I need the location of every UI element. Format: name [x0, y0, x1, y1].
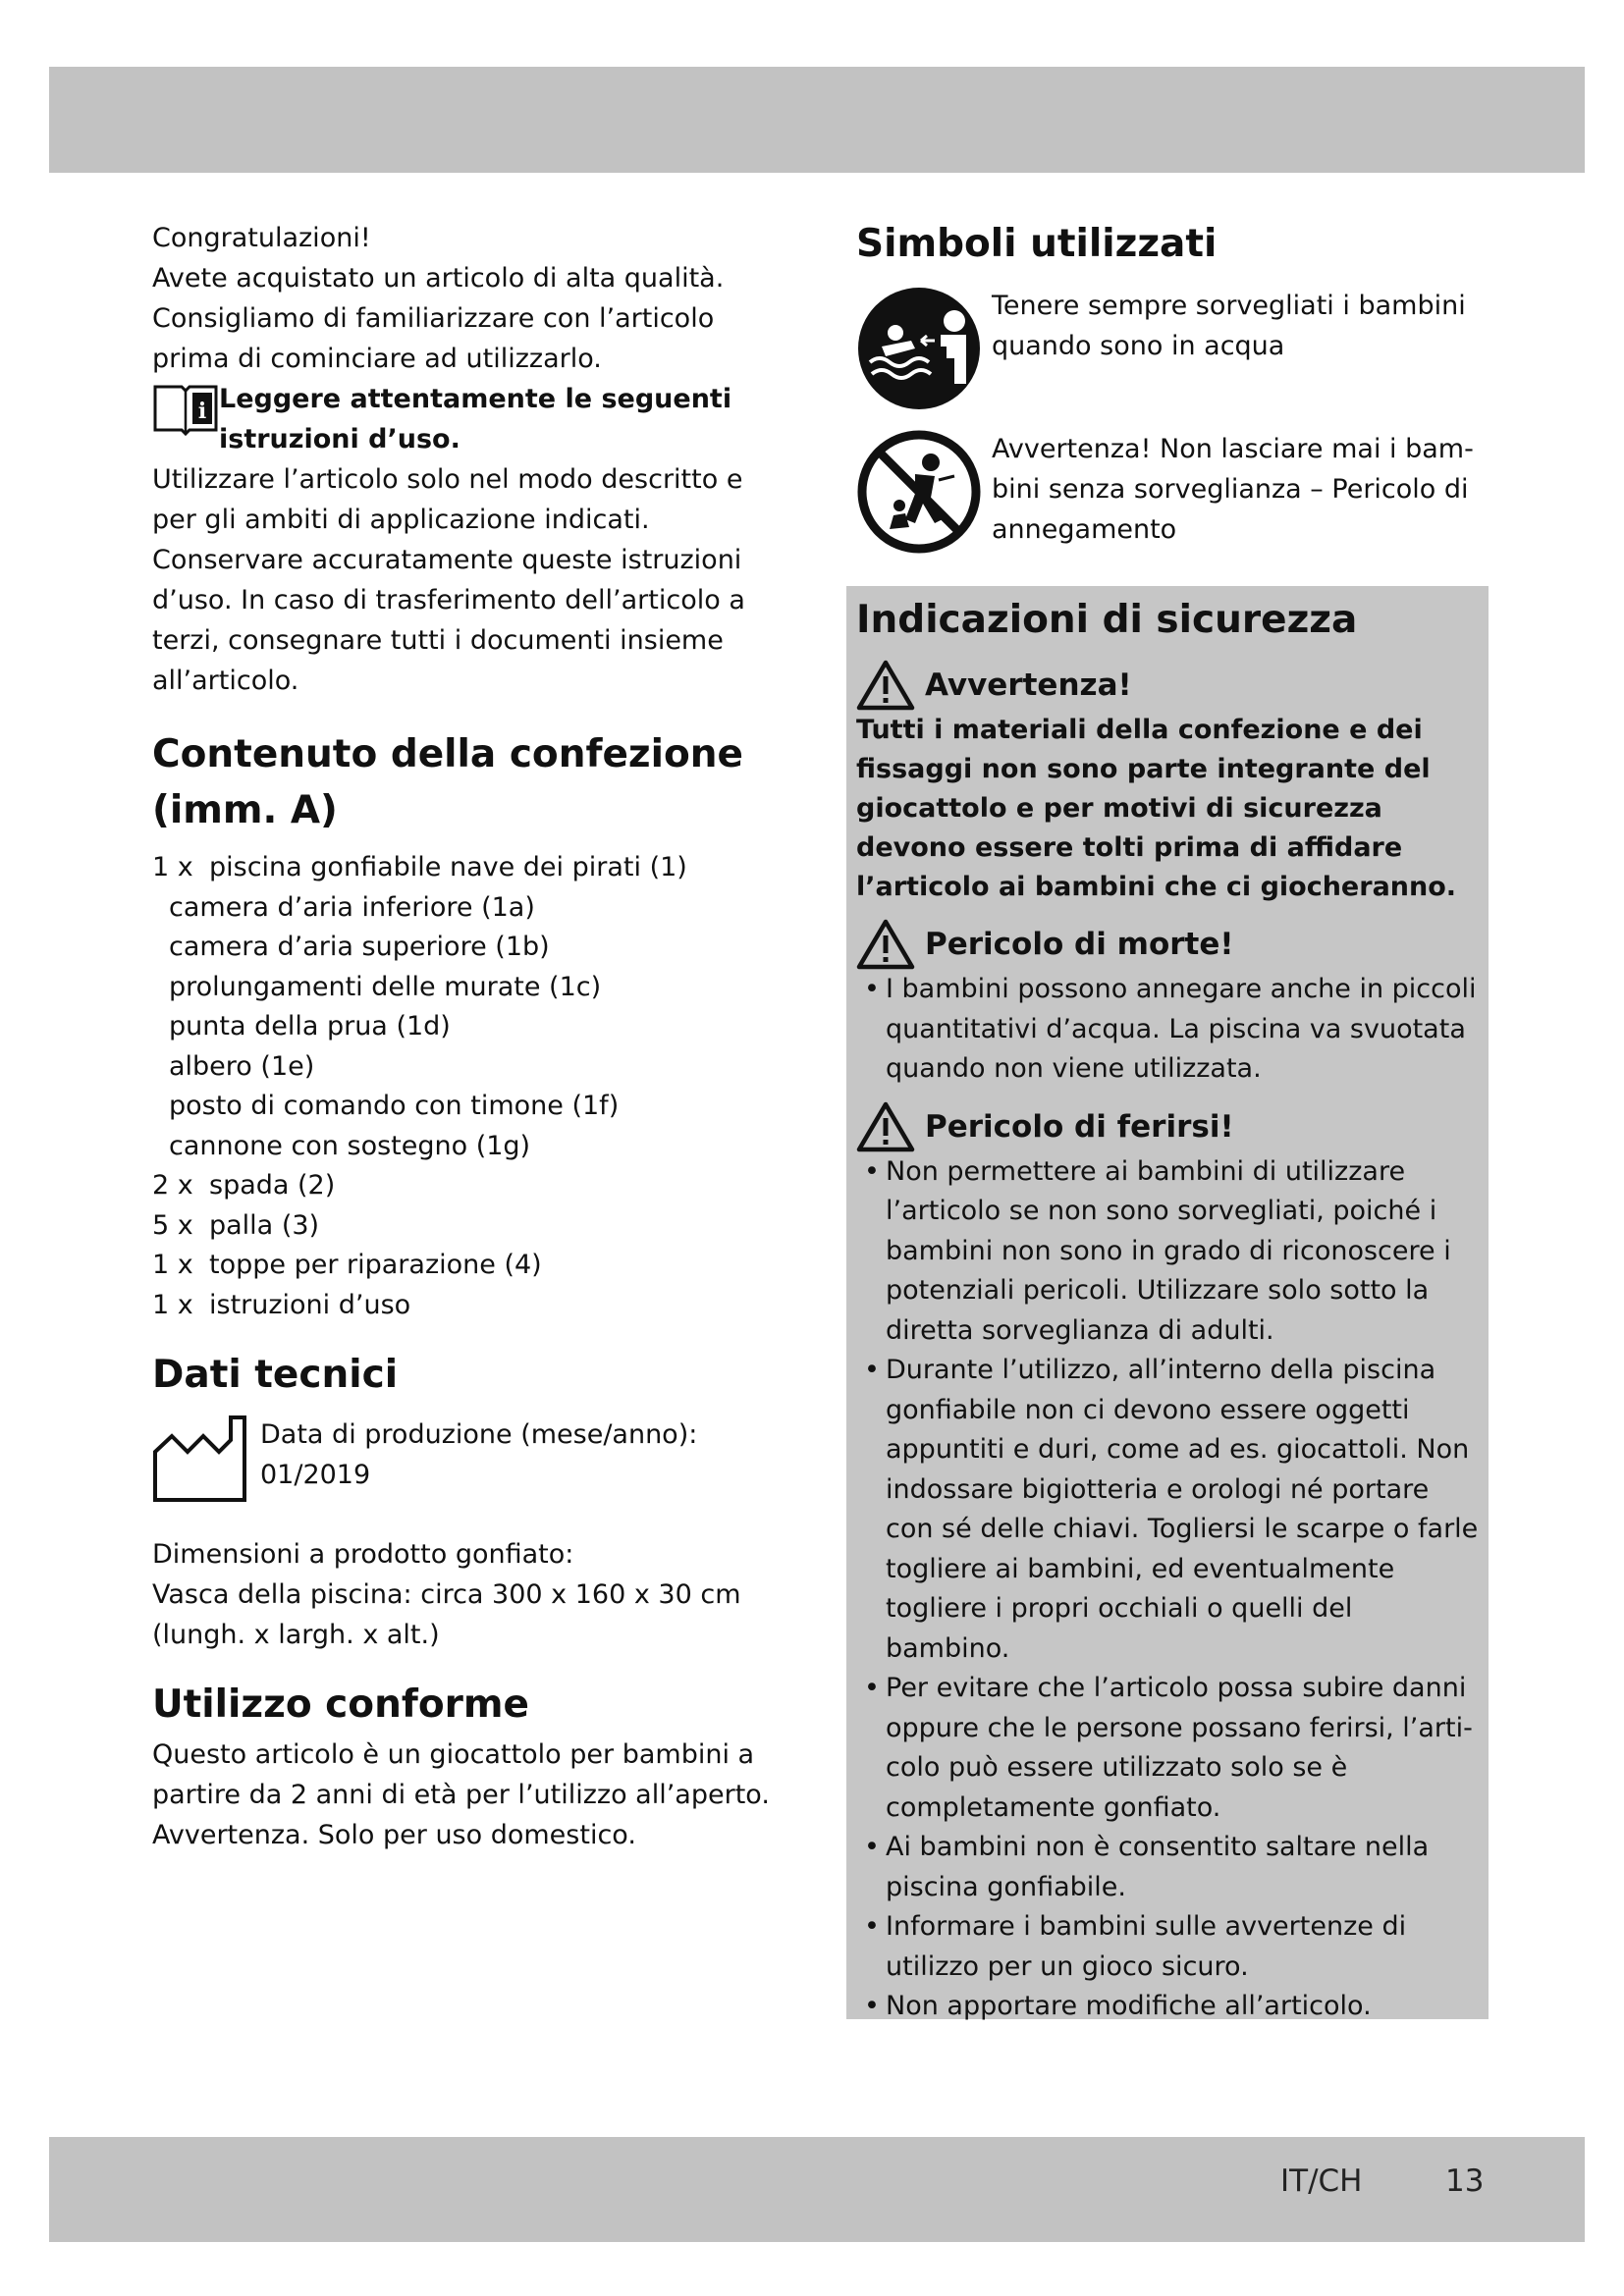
- death-danger-label: Pericolo di morte!: [925, 927, 1234, 962]
- list-item: albero (1e): [169, 1050, 315, 1082]
- symbol-text: Avvertenza! Non lasciare mai i bam-: [992, 434, 1474, 464]
- dims-label: Dimensioni a prodotto gonfiato:: [152, 1539, 574, 1570]
- left-column: [152, 218, 781, 1855]
- symbols-heading: Simboli utilizzati: [856, 222, 1218, 266]
- header-band: [49, 67, 1585, 173]
- supervise-children-icon: [856, 286, 982, 411]
- symbol-row: [856, 286, 1485, 411]
- symbol-text: quando sono in acqua: [992, 331, 1285, 361]
- list-item: 1 x istruzioni d’uso: [152, 1289, 411, 1320]
- intro-line: Avete acquistato un articolo di alta qualità.: [152, 263, 725, 294]
- intended-use-heading: Utilizzo conforme: [152, 1682, 529, 1727]
- contents-heading: (imm. A): [152, 788, 338, 832]
- list-item: • Non permettere ai bambini di utilizzare l’articolo se non sono sorvegliati, poiché i bambini non sono in grado di riconoscere i potenziali pericoli. Utilizzare solo sotto la diretta sorveglianza di adulti.: [856, 1152, 1483, 1352]
- list-item: cannone con sostegno (1g): [169, 1130, 531, 1161]
- list-item: • Durante l’utilizzo, all’interno della piscina gonfiabile non ci devono essere oggetti appuntiti e duri, come ad es. giocattoli. Non indossare bigiotteria e orologi né portare con sé delle chiavi. Togliersi le scarpe o farle togliere ai bambini, ed eventualmente togliere i propri occhiali o quelli del bambino.: [856, 1351, 1483, 1669]
- list-item: 2 x spada (2): [152, 1170, 336, 1201]
- dims-line: Vasca della piscina: circa 300 x 160 x 30 cm: [152, 1579, 741, 1610]
- list-item: • I bambini possono annegare anche in piccoli quantitativi d’acqua. La piscina va svuotata quando non viene utilizzata.: [856, 970, 1483, 1090]
- list-item: 1 x piscina gonfiabile nave dei pirati (1): [152, 852, 687, 882]
- symbol-text: bini senza sorveglianza – Pericolo di: [992, 474, 1469, 505]
- list-item: • Per evitare che l’articolo possa subire danni oppure che le persone possano ferirsi, l’articolo può essere utilizzato solo se è completamente gonfiato.: [856, 1669, 1483, 1828]
- list-item: camera d’aria inferiore (1a): [169, 891, 535, 923]
- list-item: • Informare i bambini sulle avvertenze di utilizzo per un gioco sicuro.: [856, 1907, 1483, 1987]
- usage-paragraph: Utilizzare l’articolo solo nel modo descritto e per gli ambiti di applicazione indicati. Conservare accuratamente queste istruzioni d’uso. In caso di trasferimento dell’articolo a terzi, consegnare tutti i documenti insieme all’articolo.: [152, 464, 745, 696]
- safety-heading: Indicazioni di sicurezza: [856, 598, 1358, 642]
- symbol-text: Tenere sempre sorvegliati i bambini: [992, 291, 1466, 321]
- list-item: punta della prua (1d): [169, 1011, 451, 1041]
- read-instructions-note: [152, 379, 781, 459]
- list-item: 5 x palla (3): [152, 1209, 320, 1241]
- death-danger-list: [856, 970, 1483, 1090]
- production-label: Data di produzione (mese/anno):: [260, 1419, 698, 1450]
- injury-danger-label: Pericolo di ferirsi!: [925, 1108, 1234, 1145]
- intended-use-text: Questo articolo è un giocattolo per bambini a partire da 2 anni di età per l’utilizzo all’aperto. Avvertenza. Solo per uso domestico.: [152, 1739, 770, 1850]
- symbol-row: [856, 429, 1485, 555]
- safety-box: [846, 586, 1489, 2019]
- list-item: • Non apportare modifiche all’articolo.: [856, 1987, 1483, 2027]
- tech-heading: Dati tecnici: [152, 1353, 399, 1397]
- production-value: 01/2019: [260, 1460, 371, 1490]
- contents-heading: Contenuto della confezione: [152, 732, 743, 776]
- list-item: 1 x toppe per riparazione (4): [152, 1250, 542, 1280]
- warning-triangle-icon: [856, 660, 915, 711]
- read-note-line: istruzioni d’uso.: [219, 424, 460, 454]
- language-code: IT/CH: [1280, 2163, 1363, 2199]
- warning-triangle-icon: [856, 919, 915, 970]
- warning-label: Avvertenza!: [925, 667, 1132, 703]
- no-unattended-children-icon: [856, 429, 982, 555]
- symbols-section: [856, 216, 1485, 555]
- list-item: camera d’aria superiore (1b): [169, 932, 550, 962]
- intro-congrats: Congratulazioni!: [152, 223, 371, 253]
- contents-list: [152, 848, 781, 1325]
- svg-text:i: i: [197, 399, 207, 424]
- injury-danger-heading: [856, 1101, 1483, 1152]
- injury-danger-list: [856, 1152, 1483, 2027]
- list-item: prolungamenti delle murate (1c): [169, 971, 602, 1002]
- warning-text: Tutti i materiali della confezione e dei fissaggi non sono parte integrante del giocattolo e per motivi di sicurezza devono essere tolti prima di affidare l’articolo ai bambini che ci giocheranno.: [856, 715, 1457, 902]
- read-note-line: Leggere attentamente le seguenti: [219, 384, 732, 414]
- intro-line: prima di cominciare ad utilizzarlo.: [152, 344, 602, 374]
- book-info-icon: [152, 381, 219, 436]
- list-item: • Ai bambini non è consentito saltare nella piscina gonfiabile.: [856, 1828, 1483, 1907]
- dims-line: (lungh. x largh. x alt.): [152, 1620, 440, 1650]
- warning-heading: [856, 660, 1483, 711]
- manufacturer-icon: [152, 1415, 250, 1503]
- list-item: posto di comando con timone (1f): [169, 1091, 620, 1121]
- page-number: 13: [1445, 2163, 1485, 2199]
- death-danger-heading: [856, 919, 1483, 970]
- production-date-block: [152, 1415, 781, 1503]
- symbol-text: annegamento: [992, 514, 1177, 545]
- warning-triangle-icon: [856, 1101, 915, 1152]
- intro-line: Consigliamo di familiarizzare con l’articolo: [152, 303, 715, 334]
